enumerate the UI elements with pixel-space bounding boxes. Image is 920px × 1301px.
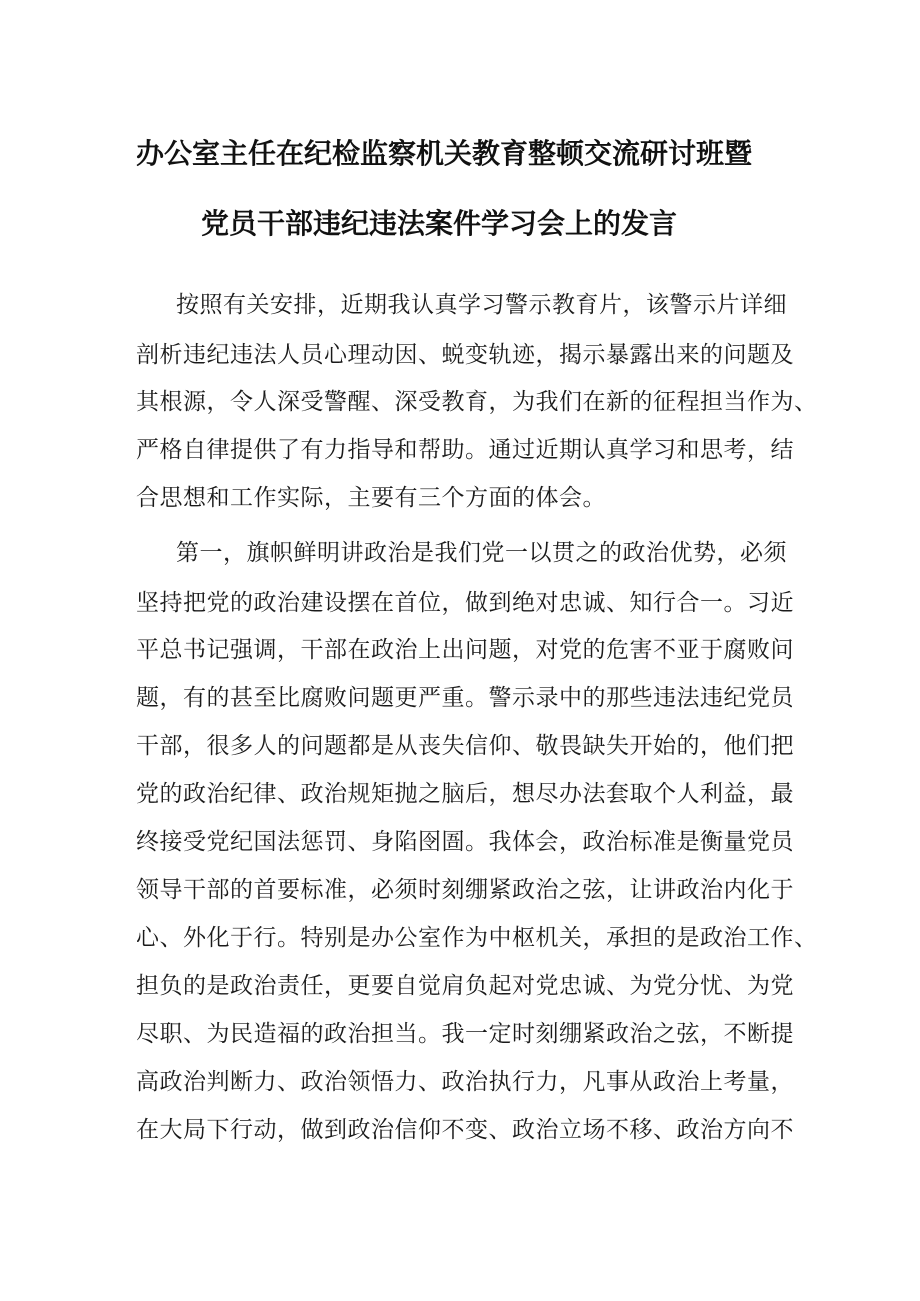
paragraph-1-line: 合思想和工作实际，主要有三个方面的体会。 (136, 485, 606, 511)
paragraph-2-line: 坚持把党的政治建设摆在首位，做到绝对忠诚、知行合一。习近 (136, 590, 794, 616)
paragraph-2-line: 党的政治纪律、政治规矩抛之脑后，想尽办法套取个人利益，最 (136, 781, 794, 807)
paragraph-2-line: 领导干部的首要标准，必须时刻绷紧政治之弦，让讲政治内化于 (136, 877, 794, 903)
paragraph-2-line: 第一，旗帜鲜明讲政治是我们党一以贯之的政治优势，必须 (176, 540, 787, 566)
document-title-line-1: 办公室主任在纪检监察机关教育整顿交流研讨班暨 (136, 137, 753, 170)
paragraph-2-line: 在大局下行动，做到政治信仰不变、政治立场不移、政治方向不 (136, 1117, 794, 1143)
paragraph-1-line: 其根源，令人深受警醒、深受教育，为我们在新的征程担当作为、 (136, 389, 818, 415)
paragraph-2-line: 终接受党纪国法惩罚、身陷囹圄。我体会，政治标准是衡量党员 (136, 829, 794, 855)
paragraph-2-line: 尽职、为民造福的政治担当。我一定时刻绷紧政治之弦，不断提 (136, 1021, 794, 1047)
paragraph-2-line: 干部，很多人的问题都是从丧失信仰、敬畏缺失开始的，他们把 (136, 733, 794, 759)
paragraph-1-line: 严格自律提供了有力指导和帮助。通过近期认真学习和思考，结 (136, 437, 794, 463)
paragraph-1-line: 剖析违纪违法人员心理动因、蜕变轨迹，揭示暴露出来的问题及 (136, 342, 794, 368)
paragraph-2-line: 平总书记强调，干部在政治上出问题，对党的危害不亚于腐败问 (136, 637, 794, 663)
document-title-line-2: 党员干部违纪违法案件学习会上的发言 (201, 207, 678, 240)
paragraph-2-line: 担负的是政治责任，更要自觉肩负起对党忠诚、为党分忧、为党 (136, 973, 794, 999)
paragraph-1-line: 按照有关安排，近期我认真学习警示教育片，该警示片详细 (176, 292, 787, 318)
paragraph-2-line: 心、外化于行。特别是办公室作为中枢机关，承担的是政治工作、 (136, 925, 818, 951)
paragraph-2-line: 高政治判断力、政治领悟力、政治执行力，凡事从政治上考量， (136, 1069, 794, 1095)
paragraph-2-line: 题，有的甚至比腐败问题更严重。警示录中的那些违法违纪党员 (136, 685, 794, 711)
